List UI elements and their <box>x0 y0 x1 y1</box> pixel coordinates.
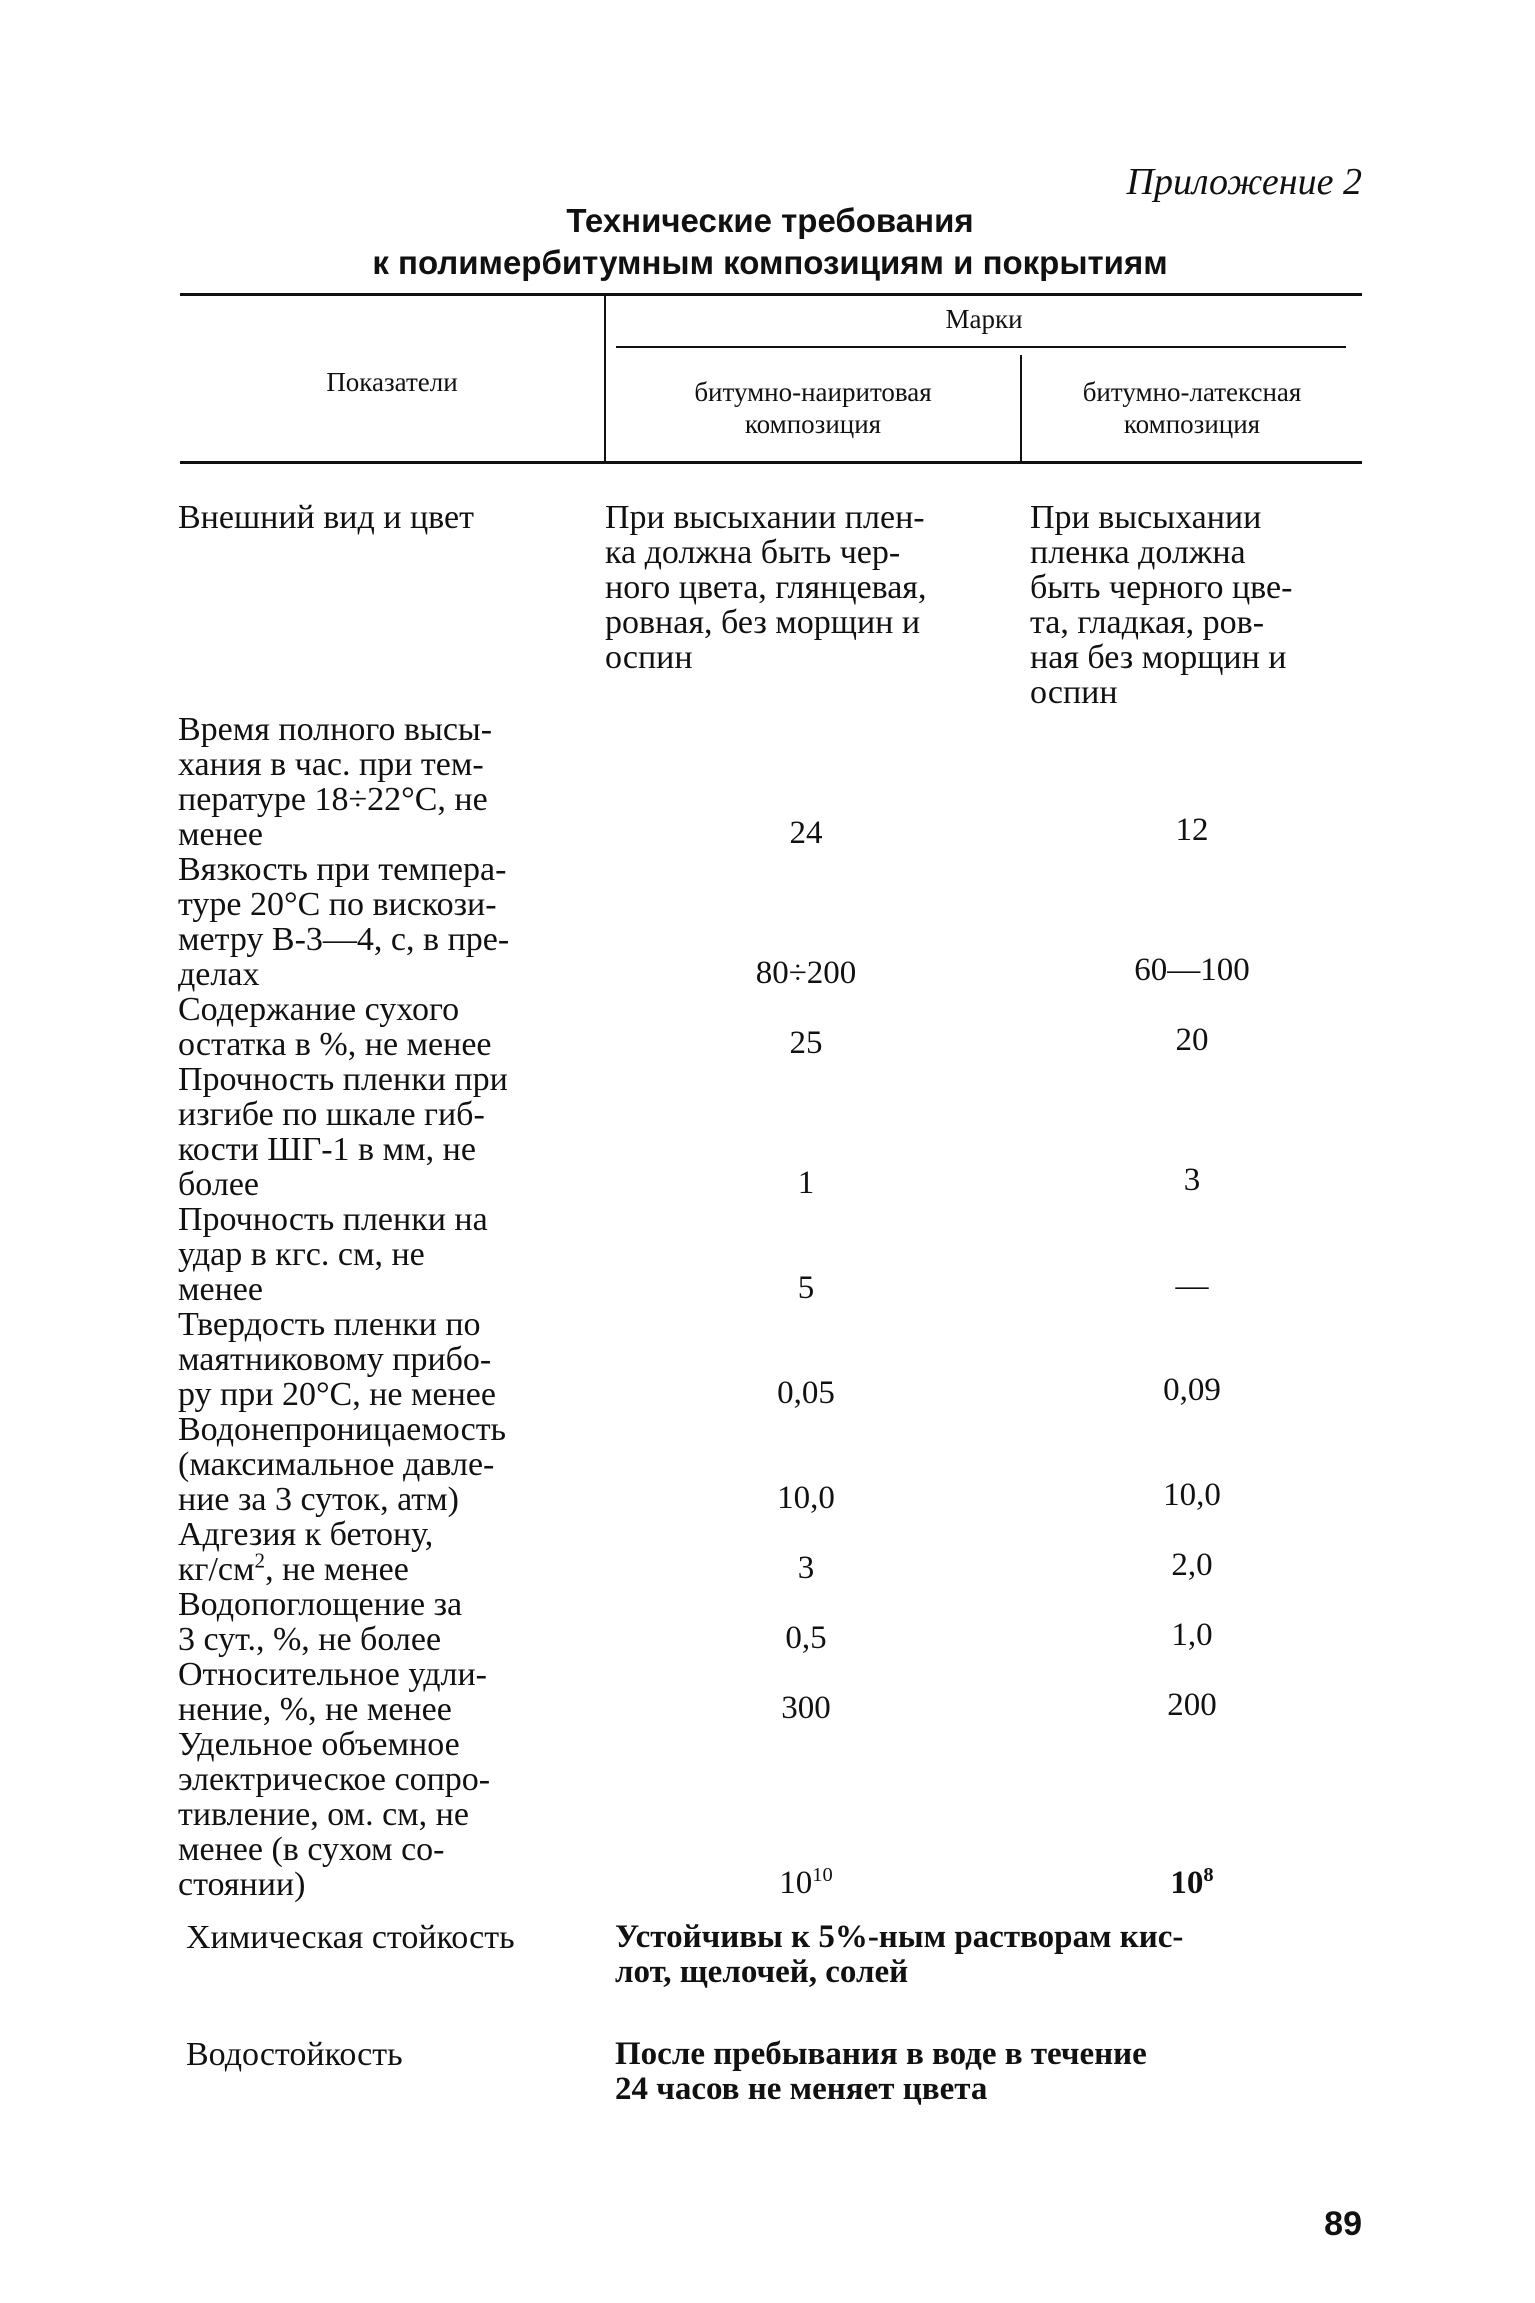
row-bend-strength-value-1: 1 <box>797 1165 815 1201</box>
row-appearance-value-2: При высыхании пленка должна быть черного цве- та, гладкая, ров- ная без морщин и оспин <box>1030 499 1293 711</box>
row-resistivity-value-1-exponent: 10 <box>812 1864 833 1886</box>
title-line-1: Технические требования <box>566 202 974 239</box>
row-viscosity-value-2: 60—100 <box>1134 952 1250 988</box>
row-resistivity-value-2-exponent: 8 <box>1203 1864 1214 1886</box>
row-dry-residue-value-2: 20 <box>1175 1022 1209 1058</box>
brands-underline-rule <box>616 346 1346 348</box>
row-water-resistance-label: Водостойкость <box>186 2036 403 2073</box>
row-resistivity-value-1 <box>606 1865 1006 1902</box>
row-viscosity-value-1: 80÷200 <box>755 955 857 991</box>
row-hardness-label: Твердость пленки по маятниковому прибо- ру при 20°С, не менее <box>178 1306 496 1413</box>
row-drying-time-label: Время полного высы- хания в час. при тем- пературе 18÷22°С, не менее <box>178 711 493 853</box>
row-adhesion-value-2: 2,0 <box>1171 1547 1213 1583</box>
row-impact-strength-value-2: — <box>1175 1268 1209 1304</box>
row-resistivity-label: Удельное объемное электрическое сопро- тивление, ом. см, не менее (в сухом со- стоянии) <box>178 1726 491 1903</box>
row-dry-residue-label: Содержание сухого остатка в %, не менее <box>178 991 492 1063</box>
row-water-resistance-value: После пребывания в воде в течение 24 часов не меняет цвета <box>615 2036 1147 2107</box>
row-impact-strength-value-1: 5 <box>797 1270 815 1306</box>
title-line-2: к полимербитумным композициям и покрытиям <box>372 244 1168 281</box>
row-bend-strength-value-2: 3 <box>1183 1162 1201 1198</box>
header-column-1-line-2: композиция <box>744 409 882 439</box>
row-appearance-value-1: При высыхании плен- ка должна быть чер- ного цвета, глянцевая, ровная, без морщин и оспин <box>605 499 927 676</box>
row-adhesion-label-exponent: 2 <box>254 1548 266 1573</box>
row-drying-time-value-2: 12 <box>1175 812 1209 848</box>
page-title <box>180 200 1360 284</box>
row-hardness-value-1: 0,05 <box>777 1375 835 1411</box>
header-column-2 <box>1022 376 1362 440</box>
row-water-absorption-label: Водопоглощение за 3 сут., %, не более <box>178 1586 463 1658</box>
header-column-2-line-2: композиция <box>1123 409 1261 439</box>
row-adhesion-label-main: Адгезия к бетону, кг/см <box>178 1516 434 1588</box>
row-adhesion-label <box>178 1517 578 1587</box>
row-bend-strength-label: Прочность пленки при изгибе по шкале гиб- кости ШГ-1 в мм, не более <box>178 1061 508 1203</box>
row-water-absorption-value-2: 1,0 <box>1171 1617 1213 1653</box>
header-indicators: Показатели <box>326 367 458 397</box>
row-drying-time-value-1: 24 <box>789 815 823 851</box>
table-header-bottom-rule <box>180 461 1362 464</box>
header-column-1 <box>606 376 1020 440</box>
row-waterproofness-value-1: 10,0 <box>777 1480 835 1516</box>
row-elongation-label: Относительное удли- нение, %, не менее <box>178 1656 488 1728</box>
row-waterproofness-label: Водонепроницаемость (максимальное давле- ние за 3 суток, атм) <box>178 1411 507 1518</box>
row-elongation-value-2: 200 <box>1167 1687 1217 1723</box>
table-top-rule <box>180 293 1362 296</box>
row-resistivity-value-1-base: 10 <box>779 1865 813 1901</box>
header-brands: Марки <box>945 304 1023 334</box>
row-resistivity-value-2 <box>1022 1865 1362 1902</box>
row-resistivity-value-2-base: 10 <box>1170 1865 1204 1901</box>
row-adhesion-label-tail: , не менее <box>265 1551 409 1588</box>
header-column-2-line-1: битумно-латексная <box>1082 377 1302 407</box>
row-waterproofness-value-2: 10,0 <box>1163 1477 1221 1513</box>
row-chemical-resistance-label: Химическая стойкость <box>186 1919 515 1956</box>
row-appearance-label: Внешний вид и цвет <box>178 499 474 536</box>
header-column-1-line-1: битумно-наиритовая <box>694 377 932 407</box>
appendix-label: Приложение 2 <box>1126 161 1362 203</box>
row-hardness-value-2: 0,09 <box>1163 1372 1221 1408</box>
row-dry-residue-value-1: 25 <box>789 1025 823 1061</box>
page-number: 89 <box>1324 2205 1362 2243</box>
row-adhesion-value-1: 3 <box>797 1550 815 1586</box>
row-elongation-value-1: 300 <box>781 1690 831 1726</box>
row-water-absorption-value-1: 0,5 <box>785 1620 827 1656</box>
row-impact-strength-label: Прочность пленки на удар в кгс. см, не менее <box>178 1201 488 1308</box>
row-chemical-resistance-value: Устойчивы к 5%-ным растворам кис- лот, щелочей, солей <box>615 1919 1184 1990</box>
row-viscosity-label: Вязкость при темпера- туре 20°С по вискози- метру В-3—4, с, в пре- делах <box>178 851 510 993</box>
